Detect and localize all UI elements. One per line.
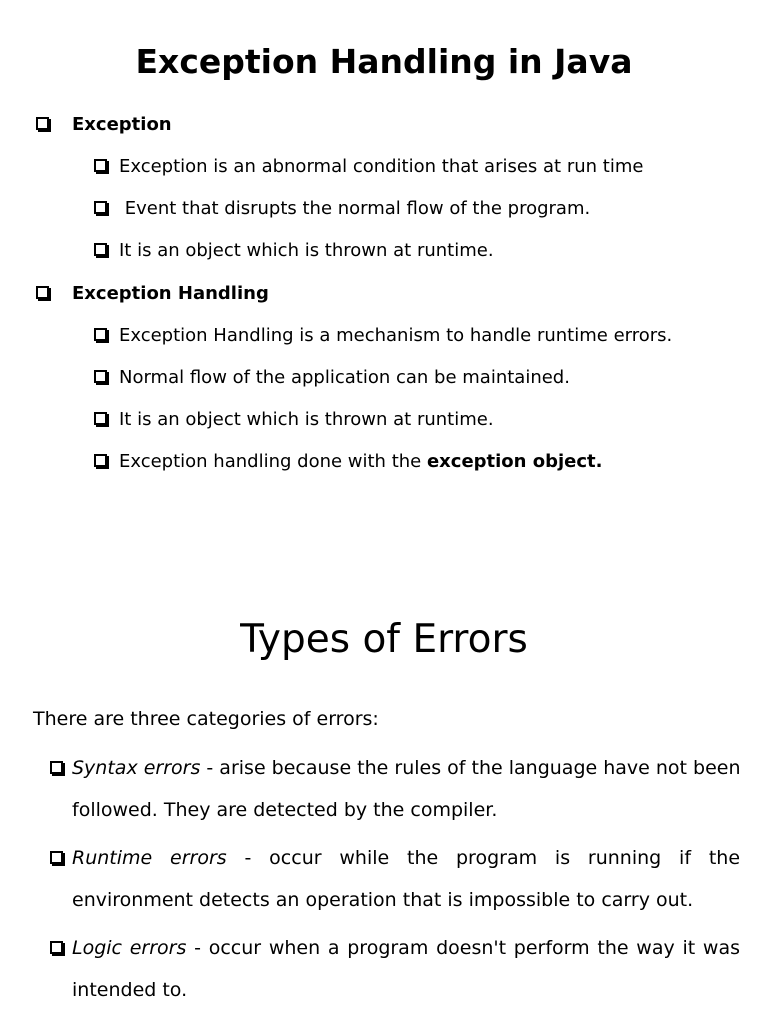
error-description: - occur when a program doesn't perform the way it was [186,937,740,959]
bullet-text: Exception is an abnormal condition that arises at run time [119,156,644,177]
bullet-level2 [94,324,672,348]
error-line [50,747,740,789]
error-line [50,927,740,969]
intro-text: There are three categories of errors: [33,708,379,730]
slide-title: Exception Handling in Java [135,42,633,81]
bullet-text: Normal flow of the application can be maintained. [119,367,570,388]
checkbox-bullet-icon [94,328,107,341]
error-term: Runtime errors [72,847,227,869]
bullet-text: Exception [72,114,172,135]
bullet-text: Exception handling done with the [119,451,427,472]
checkbox-bullet-icon [50,761,63,774]
error-term: Logic errors [72,937,187,959]
bullet-level2 [94,197,590,221]
bullet-text: It is an object which is thrown at runtime. [119,240,494,261]
checkbox-bullet-icon [94,159,107,172]
checkbox-bullet-icon [94,201,107,214]
error-category-runtime [50,837,740,921]
bullet-level1 [36,113,172,137]
checkbox-bullet-icon [94,243,107,256]
checkbox-bullet-icon [50,941,63,954]
error-description: - arise because the rules of the language have not been [200,757,741,779]
slide-types-of-errors [0,560,768,1024]
bullet-level1 [36,282,269,306]
checkbox-bullet-icon [36,286,49,299]
error-category-logic [50,927,740,1011]
bullet-text: Exception Handling is a mechanism to handle runtime errors. [119,325,673,346]
bullet-level2 [94,239,494,263]
error-term: Syntax errors [72,757,201,779]
checkbox-bullet-icon [94,454,107,467]
bullet-text: It is an object which is thrown at runtime. [119,409,494,430]
error-line: environment detects an operation that is impossible to carry out. [72,889,694,911]
checkbox-bullet-icon [94,370,107,383]
slide-title: Types of Errors [240,617,528,662]
error-description: - occur while the program is running if the [226,847,741,869]
checkbox-bullet-icon [50,851,63,864]
bullet-level2 [94,155,643,179]
error-category-syntax [50,747,740,831]
checkbox-bullet-icon [36,117,49,130]
error-line [50,837,740,879]
bullet-level2 [94,408,494,432]
bullet-level2 [94,450,603,474]
bullet-level2 [94,366,570,390]
error-line: followed. They are detected by the compiler. [72,799,498,821]
bullet-text: Event that disrupts the normal flow of the program. [119,198,591,219]
checkbox-bullet-icon [94,412,107,425]
bullet-text: Exception Handling [72,283,269,304]
error-line: intended to. [72,979,188,1001]
bullet-bold-text: exception object. [426,451,603,472]
